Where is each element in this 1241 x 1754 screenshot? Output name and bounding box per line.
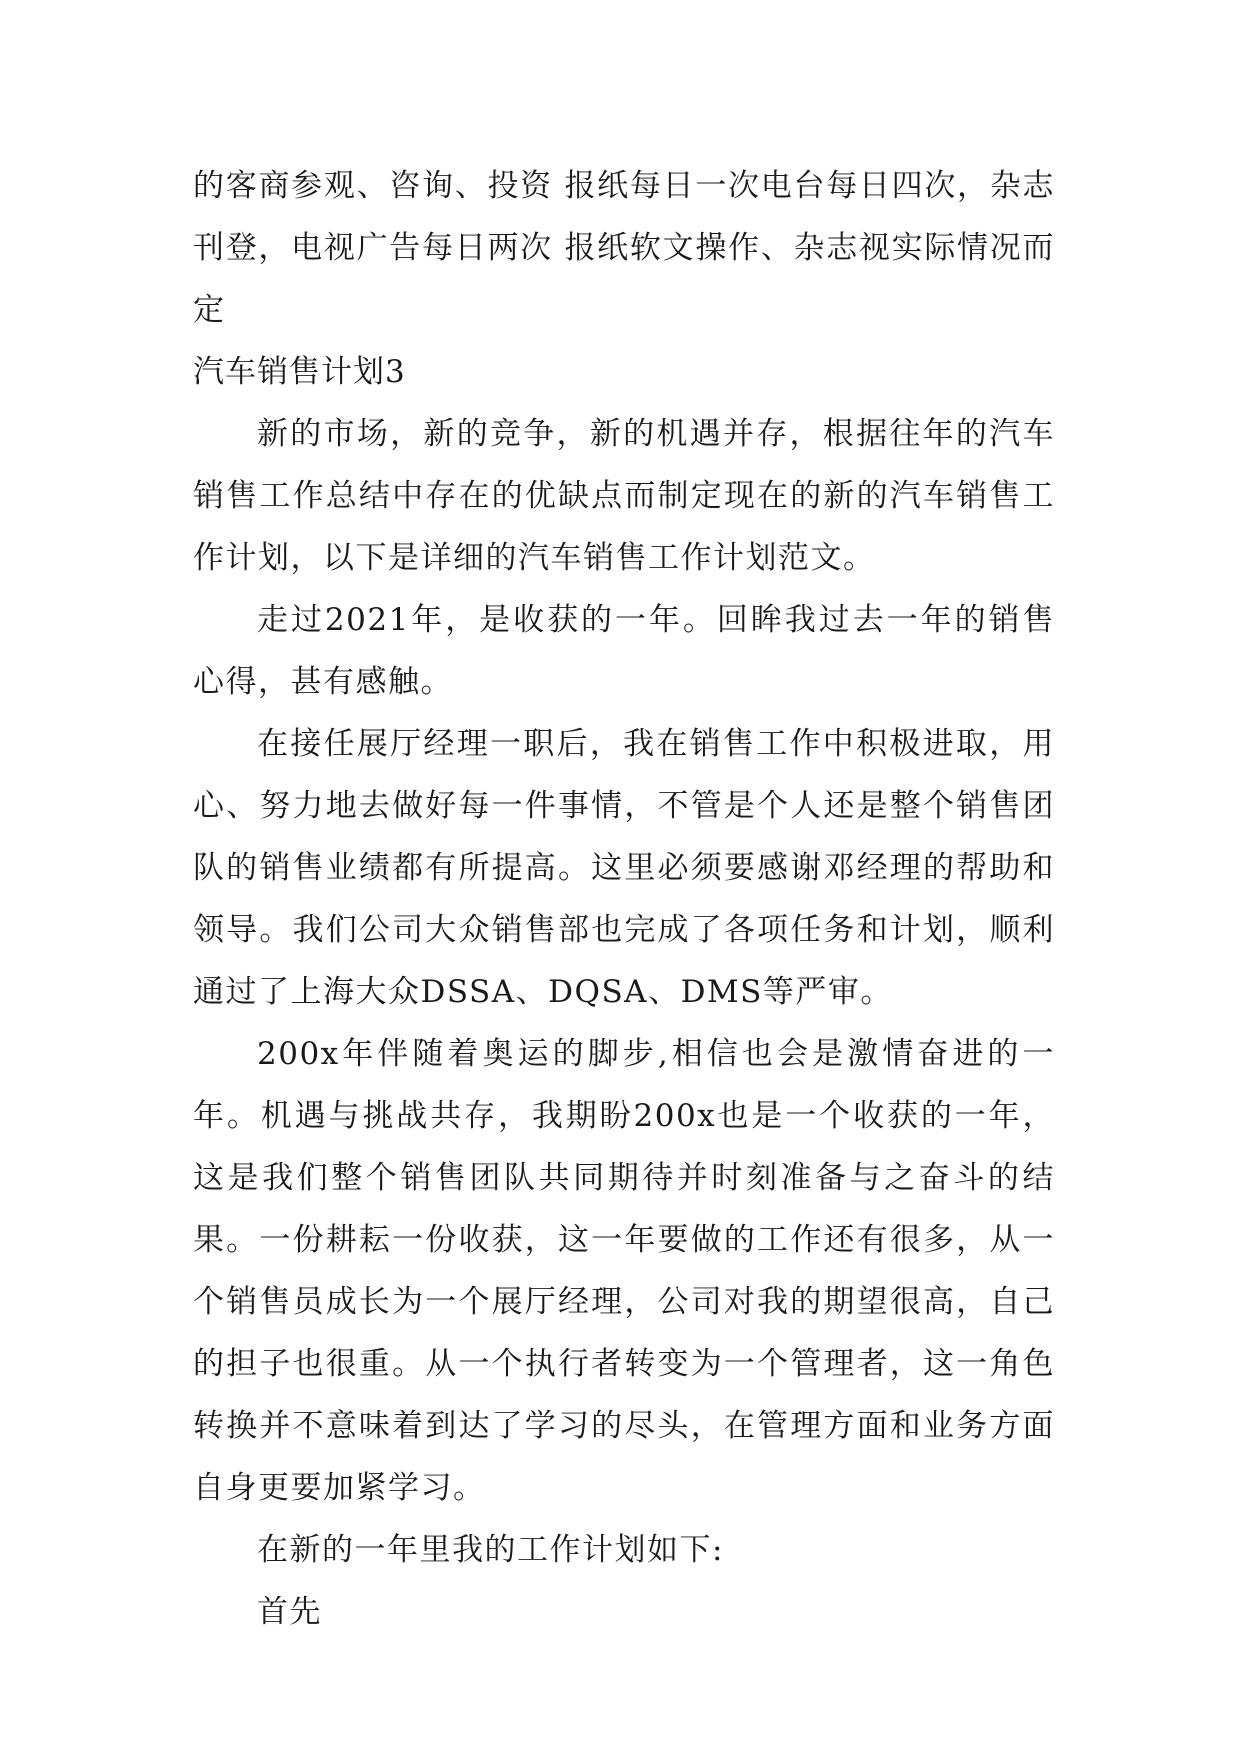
paragraph-plan-intro: 在新的一年里我的工作计划如下:: [257, 1532, 724, 1568]
document-page: [193, 155, 1055, 1643]
paragraph-review: 走过2021年，是收获的一年。回眸我过去一年的销售心得，甚有感触。: [193, 602, 1055, 700]
paragraph-first: 首先: [257, 1594, 322, 1630]
section-heading: 汽车销售计划3: [193, 354, 406, 390]
paragraph-intro: 新的市场，新的竞争，新的机遇并存，根据往年的汽车销售工作总结中存在的优缺点而制定现在的新的汽车销售工作计划，以下是详细的汽车销售工作计划范文。: [193, 416, 1055, 576]
paragraph-continuation: 的客商参观、咨询、投资 报纸每日一次电台每日四次，杂志刊登，电视广告每日两次 报纸软文操作、杂志视实际情况而定: [193, 168, 1055, 328]
paragraph-achievements: 在接任展厅经理一职后，我在销售工作中积极进取，用心、努力地去做好每一件事情，不管是个人还是整个销售团队的销售业绩都有所提高。这里必须要感谢邓经理的帮助和领导。我们公司大众销售部也完成了各项任务和计划，顺利通过了上海大众DSSA、DQSA、DMS等严审。: [193, 726, 1055, 1010]
paragraph-outlook: 200x年伴随着奥运的脚步,相信也会是激情奋进的一年。机遇与挑战共存，我期盼200x也是一个收获的一年，这是我们整个销售团队共同期待并时刻准备与之奋斗的结果。一份耕耘一份收获，这一年要做的工作还有很多，从一个销售员成长为一个展厅经理，公司对我的期望很高，自己的担子也很重。从一个执行者转变为一个管理者，这一角色转换并不意味着到达了学习的尽头，在管理方面和业务方面自身更要加紧学习。: [193, 1036, 1055, 1506]
